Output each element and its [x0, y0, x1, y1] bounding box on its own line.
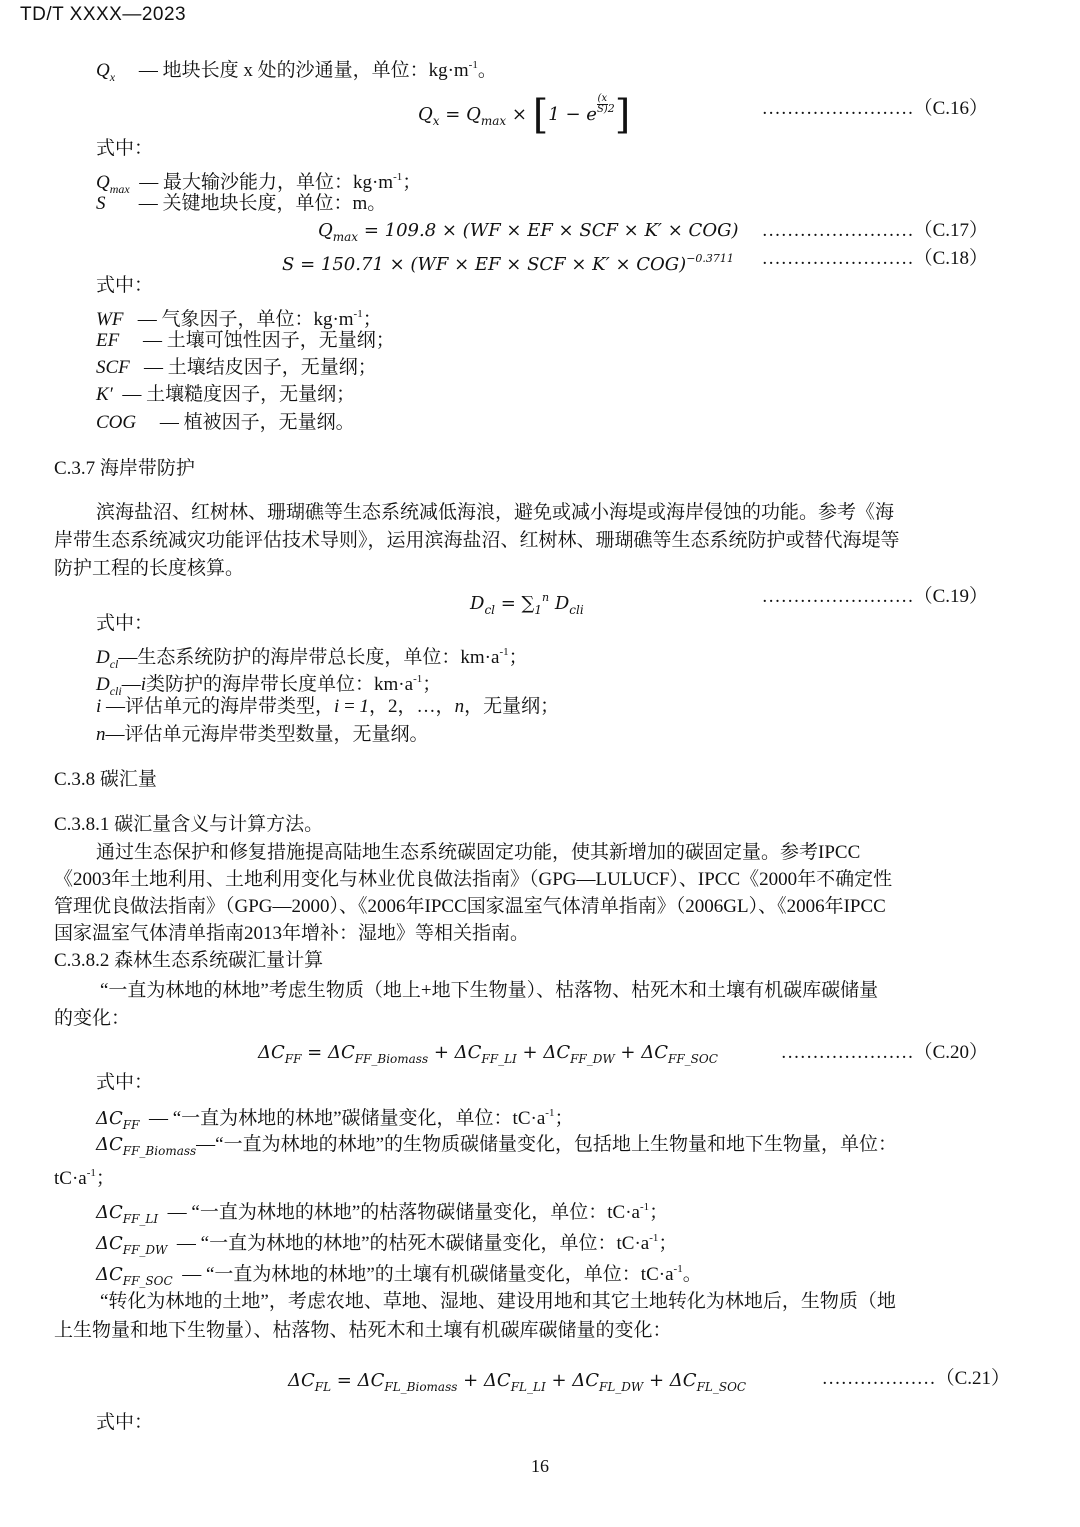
cog-definition: COG — 植被因子，无量纲。 — [96, 412, 355, 433]
equation-number-c17: ……………………（C.17） — [761, 220, 988, 241]
dcff-biomass-definition: $\Delta C_{FF\_Biomass}—“$一直为林地的林地”的生物质碳储量变化，包括地上生物量和地下生物量，单位： — [96, 1134, 898, 1158]
dcff-dw-definition: $\Delta C_{FF\_DW}$ — “一直为林地的林地”的枯死木碳储量变化，单位：$tC\cdot a^{-1}$； — [96, 1232, 678, 1257]
qx-definition: $Q_x$ — 地块长度 x 处的沙通量，单位：$kg\cdot m^{-1}$。 — [96, 59, 497, 84]
paragraph-c37-line1: 滨海盐沼、红树林、珊瑚礁等生态系统减低海浪，避免或减小海堤或海岸侵蚀的功能。参考《海 — [96, 502, 895, 523]
section-heading-c37: C.3.7 海岸带防护 — [54, 458, 195, 479]
paragraph-c382-line2: 的变化： — [54, 1008, 131, 1029]
dcff-definition: $\Delta C_{FF}$ — “一直为林地的林地”碳储量变化，单位：$tC\cdot a^{-1}$； — [96, 1107, 574, 1132]
ef-definition: EF — 土壤可蚀性因子，无量纲； — [96, 330, 395, 351]
page-number: 16 — [531, 1456, 549, 1476]
s-definition: S — 关键地块长度，单位：m。 — [96, 193, 387, 214]
paragraph-c381-line4: 国家温室气体清单指南2013年增补：湿地》等相关指南。 — [54, 923, 530, 944]
equation-number-c19: ……………………（C.19） — [761, 586, 988, 607]
qmax-definition: $Q_{max}$ — 最大输沙能力，单位：$kg\cdot m^{-1}$； — [96, 171, 422, 196]
shizhong-label-2: 式中： — [96, 275, 154, 296]
equation-c21: $\Delta C_{FL} = \Delta C_{FL\_Biomass} + \Delta C_{FL\_LI} + \Delta C_{FL\_DW} + \Delta C_{FL\_SOC}$ — [288, 1370, 747, 1394]
equation-number-c21: ………………（C.21） — [821, 1368, 1010, 1389]
paragraph-c382-line1: “一直为林地的林地”考虑生物质（地上+地下生物量）、枯落物、枯死木和土壤有机碳库碳储量 — [100, 980, 879, 1001]
section-heading-c381: C.3.8.1 碳汇量含义与计算方法。 — [54, 814, 324, 835]
paragraph-c381-line1: 通过生态保护和修复措施提高陆地生态系统碳固定功能，使其新增加的碳固定量。参考IPCC — [96, 842, 861, 863]
shizhong-label-3: 式中： — [96, 613, 154, 634]
equation-c16: $Q_x = Q_{max} \times [1 - e$ $\frac{(x}{S)}$ $^2$] — [418, 92, 631, 138]
dcl-definition: $D_{cl}—$生态系统防护的海岸带总长度，单位：$km\cdot a^{-1}$； — [96, 646, 528, 671]
dcff-biomass-definition-cont: $tC\cdot a^{-1}$； — [54, 1167, 115, 1189]
section-heading-c38: C.3.8 碳汇量 — [54, 769, 157, 790]
k-definition: K′ — 土壤糙度因子，无量纲； — [96, 384, 356, 405]
dcff-li-definition: $\Delta C_{FF\_LI}$ — “一直为林地的林地”的枯落物碳储量变化，单位：$tC\cdot a^{-1}$； — [96, 1201, 669, 1226]
paragraph-c381-line2: 《2003年土地利用、土地利用变化与林业优良做法指南》（GPG—LULUCF）、IPCC《2000年不确定性 — [54, 869, 893, 890]
wf-definition: WF — 气象因子，单位：$kg\cdot m^{-1}$； — [96, 308, 382, 330]
equation-c17: $Q_{max} = 109.8 \times (WF$ × EF × SCF × K′ × COG) — [318, 220, 739, 244]
paragraph-c37-line3: 防护工程的长度核算。 — [54, 558, 245, 579]
equation-number-c20: …………………（C.20） — [780, 1042, 988, 1063]
equation-c20: $\Delta C_{FF} = \Delta C_{FF\_Biomass} + \Delta C_{FF\_LI} + \Delta C_{FF\_DW} + \Delta C_{FF\_SOC}$ — [258, 1042, 718, 1066]
equation-number-c16: ……………………（C.16） — [761, 98, 988, 119]
scf-definition: SCF — 土壤结皮因子，无量纲； — [96, 357, 377, 378]
equation-c19: $D_{cl} = \sum_1^n$ $D_{cli}$ — [470, 591, 584, 617]
shizhong-label-5: 式中： — [96, 1412, 154, 1433]
dcli-definition: $D_{cli}—i$类防护的海岸带长度单位：$km\cdot a^{-1}$； — [96, 673, 442, 698]
section-heading-c382: C.3.8.2 森林生态系统碳汇量计算 — [54, 950, 324, 971]
paragraph-fl-line1: “转化为林地的土地”，考虑农地、草地、湿地、建设用地和其它土地转化为林地后，生物质（地 — [100, 1291, 896, 1312]
dcff-soc-definition: $\Delta C_{FF\_SOC}$ — “一直为林地的林地”的土壤有机碳储量变化，单位：$tC\cdot a^{-1}$。 — [96, 1263, 702, 1288]
paragraph-c37-line2: 岸带生态系统减灾功能评估技术导则》，运用滨海盐沼、红树林、珊瑚礁等生态系统防护或替代海堤等 — [54, 530, 900, 551]
equation-number-c18: ……………………（C.18） — [761, 248, 988, 269]
i-definition: i —评估单元的海岸带类型，i = 1，2，…，n，无量纲； — [96, 696, 560, 717]
n-definition: n—评估单元海岸带类型数量，无量纲。 — [96, 724, 429, 745]
shizhong-label-1: 式中： — [96, 138, 154, 159]
document-header: TD/T XXXX—2023 — [20, 4, 187, 25]
paragraph-fl-line2: 上生物量和地下生物量）、枯落物、枯死木和土壤有机碳库碳储量的变化： — [54, 1320, 672, 1341]
paragraph-c381-line3: 管理优良做法指南》（GPG—2000）、《2006年IPCC国家温室气体清单指南》（2006GL）、《2006年IPCC — [54, 896, 886, 917]
shizhong-label-4: 式中： — [96, 1072, 154, 1093]
equation-c18: S = 150.71 × (WF × EF × SCF × K′ × COG)$^{-0.3711}$ — [282, 252, 734, 275]
